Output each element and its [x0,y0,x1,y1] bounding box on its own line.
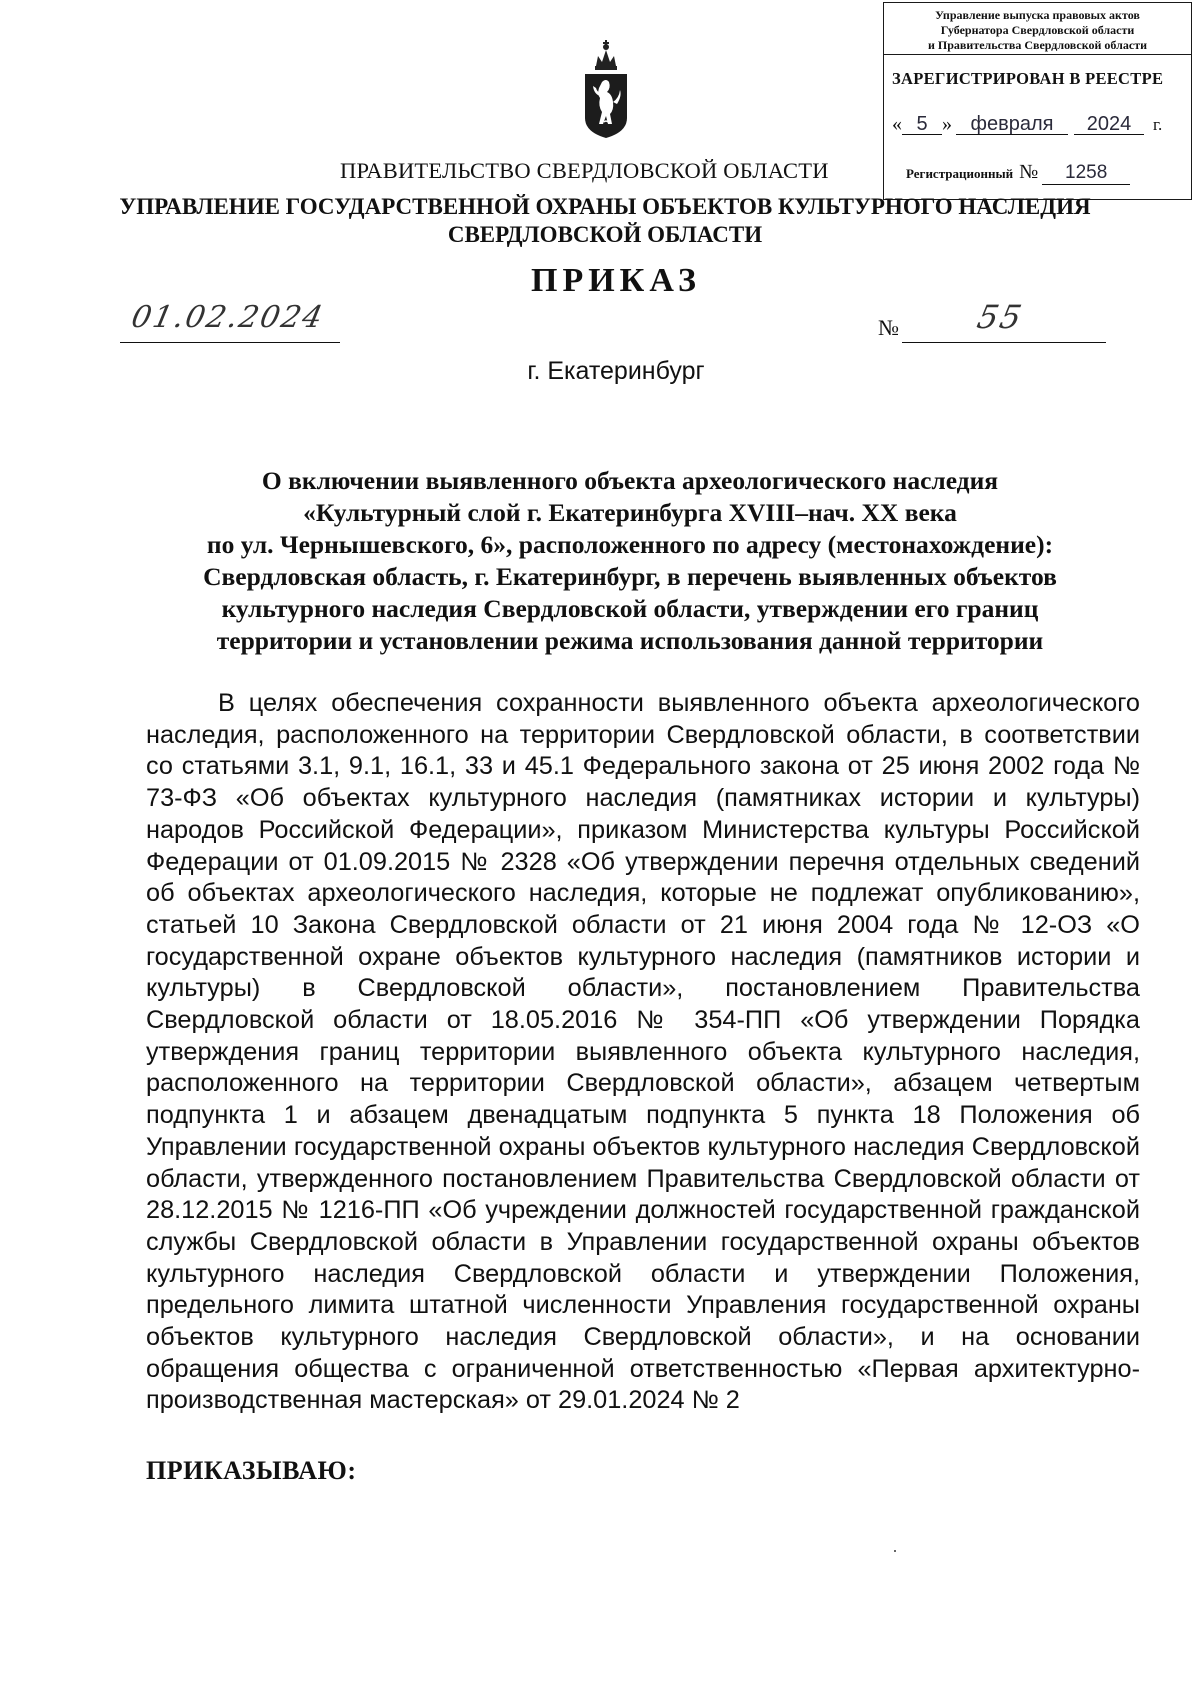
subject-line: О включении выявленного объекта археологического наследия [261,466,999,495]
stamp-header-line: Управление выпуска правовых актов [935,8,1140,22]
stamp-date-year: 2024 [1074,114,1144,135]
stamp-date-month: февраля [956,114,1068,135]
stamp-header-line: Губернатора Свердловской области [940,23,1135,37]
stamp-reg-number: 1258 [1042,162,1130,185]
preamble-body [146,688,1140,1417]
stamp-date-day: 5 [902,114,942,135]
stamp-date-open-quote: « [892,113,902,135]
sverdlovsk-oblast-coat-of-arms-icon [582,36,630,140]
order-subject [150,465,1110,657]
directive-heading: ПРИКАЗЫВАЮ: [146,1456,357,1485]
stamp-header-line: и Правительства Свердловской области [928,38,1147,52]
subject-line: «Культурный слой г. Екатеринбурга XVIII–нач. XX века [303,498,957,527]
city-line: г. Екатеринбург [527,357,705,385]
preamble-paragraph: В целях обеспечения сохранности выявленного объекта археологического наследия, расположенного на территории Свердловской области, в соответствии со статьями 3.1, 9.1, 16.1, 33 и 45.1 Федерального закона от 25 июня 2002 года № 73-ФЗ «Об объектах культурного наследия (памятниках истории и культуры) народов Российской Федерации», приказом Министерства культуры Российской Федерации от 01.09.2015 № 2328 «Об утверждении перечня отдельных сведений об объектах археологического наследия, которые не подлежат опубликованию», статьей 10 Закона Свердловской области от 21 июня 2004 года № 12-ОЗ «О государственной охране объектов культурного наследия (памятников истории и культуры) в Свердловской области», постановлением Правительства Свердловской области от 18.05.2016 № 354-ПП «Об утверждении Порядка утверждения границ территории выявленного объекта культурного наследия, расположенного на территории Свердловской области», абзацем четвертым подпункта 1 и абзацем двенадцатым подпункта 5 пункта 18 Положения об Управлении государственной охраны объектов культурного наследия Свердловской области, утвержденного постановлением Правительства Свердловской области от 28.12.2015 № 1216-ПП «Об учреждении должностей государственной гражданской службы Свердловской области в Управлении государственной охраны объектов культурного наследия Свердловской области и утверждении Положения, предельного лимита штатной численности Управления государственной охраны объектов культурного наследия Свердловской области», и на основании обращения общества с ограниченной ответственностью «Первая архитектурно-производственная мастерская» от 29.01.2024 № 2 [146,689,1140,1415]
stamp-date-close-quote: » [942,113,952,135]
government-title: ПРАВИТЕЛЬСТВО СВЕРДЛОВСКОЙ ОБЛАСТИ [340,158,829,183]
subject-line: территории и установлении режима использования данной территории [216,626,1044,655]
scan-speck [894,1550,896,1552]
order-number-handwritten: 55 [973,298,1027,336]
stamp-reg-label: Регистрационный [906,166,1014,181]
order-date-field [120,298,340,343]
subject-line: культурного наследия Свердловской области, утверждении его границ [221,594,1039,623]
stamp-date-suffix: г. [1153,115,1163,134]
registry-stamp [883,2,1192,200]
order-number-field [902,298,1106,343]
order-number-label: № [878,315,899,340]
subject-line: Свердловская область, г. Екатеринбург, в перечень выявленных объектов [203,562,1057,591]
subject-line: по ул. Чернышевского, 6», расположенного по адресу (местонахождение): [206,530,1054,559]
stamp-registration-number [906,161,1130,185]
order-date-handwritten: 01.02.2024 [128,300,328,335]
stamp-date [892,113,1162,136]
stamp-registered-label: ЗАРЕГИСТРИРОВАН В РЕЕСТРЕ [892,69,1164,88]
document-type-title: ПРИКАЗ [531,262,701,299]
stamp-reg-sign: № [1019,161,1039,183]
stamp-header [884,3,1191,55]
department-title: УПРАВЛЕНИЕ ГОСУДАРСТВЕННОЙ ОХРАНЫ ОБЪЕКТОВ КУЛЬТУРНОГО НАСЛЕДИЯ СВЕРДЛОВСКОЙ ОБЛАСТИ [119,194,1091,247]
